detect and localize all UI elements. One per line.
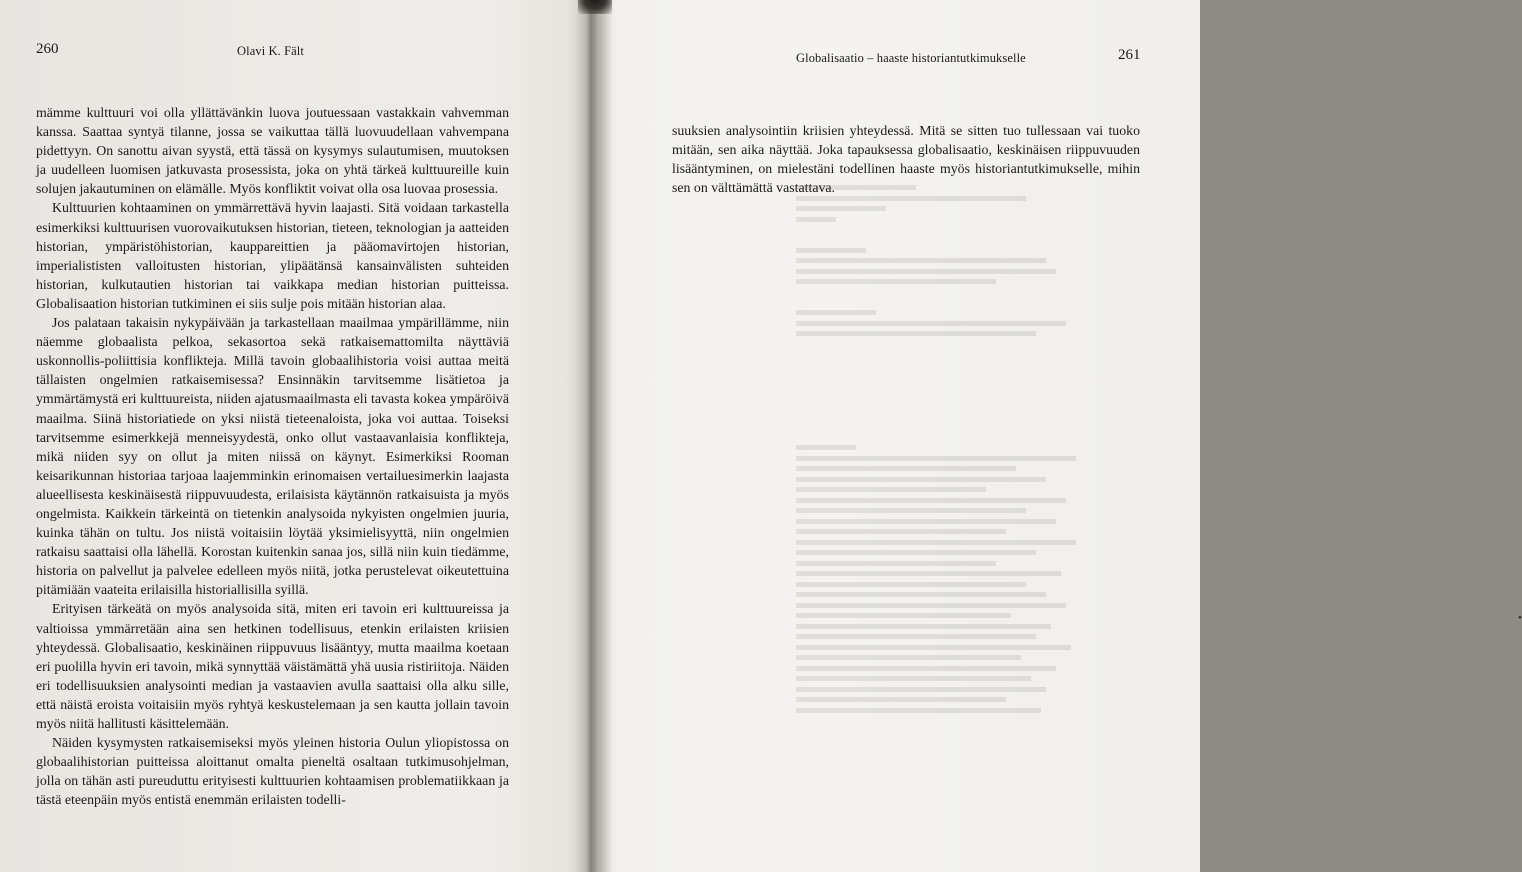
left-page [0,0,590,872]
body-text [672,121,1140,197]
right-page [606,0,1522,872]
stray-ink-mark: • [1518,612,1522,624]
show-through-texture [796,180,1096,440]
page-number: 260 [36,41,59,57]
paragraph: Näiden kysymysten ratkaisemiseksi myös yleinen historia Oulun yliopistossa on globaalihistorian puitteissa aloittanut omalta pieneltä osaltaan tutkimusohjelman, jolla on tähän asti pureuduttu erityisesti kulttuurien kohtaamisen problematiikkaan ja tästä eteenpäin myös entistä enemmän erilaisten todelli- [36,735,509,808]
show-through-texture [796,440,1126,860]
running-head-author: Olavi K. Fält [237,44,304,58]
paragraph: Erityisen tärkeätä on myös analysoida sitä, miten eri tavoin eri kulttuureissa ja valtioissa ymmärretään aina sen hetkinen todellisuus, etenkin erilaisten kriisien yhteydessä. Globalisaatio, keskinäinen riippuvuus lisääntyy, mutta maailma koetaan eri puolilla hyvin eri tavoin, mikä synnyttää väistämättä yhä uusia ristiriitoja. Näiden eri todellisuuksien analysointi median ja vastaavien avulla saattaisi olla alku sille, että näistä eroista voitaisiin myös ryhtyä keskustelemaan ja sen kautta jollain tavoin myös niitä hallitusti käsittelemään. [36,601,509,731]
paragraph: mämme kulttuuri voi olla yllättävänkin luova joutuessaan vastakkain vahvemman kanssa. Saattaa syntyä tilanne, jossa se vaikuttaa tällä luovuudellaan vahvempana pidettyyn. On sanottu aivan syystä, että tässä on kysymys sulautumisen, muutoksen ja uudelleen luomisen jatkuvasta prosessista, joka on yhtä tärkeä kulttuureille kuin solujen jakautuminen on elämälle. Myös konfliktit voivat olla osa luovaa prosessia. [36,105,509,197]
running-head-title: Globalisaatio – haaste historiantutkimukselle [796,51,1026,65]
paragraph: suuksien analysointiin kriisien yhteydessä. Mitä se sitten tuo tullessaan vai tuoko mitään, sen aika näyttää. Joka tapauksessa globalisaatio, keskinäisen riippuvuuden lisääntyminen, on mielestäni todellinen haaste myös historiantutkimukselle, mihin sen on välttämättä vastattava. [672,123,1140,196]
page-number: 261 [1118,47,1141,63]
paragraph: Jos palataan takaisin nykypäivään ja tarkastellaan maailmaa ympärillämme, niin näemme globaalista pelkoa, sekasortoa sekä ratkaisemattomilta näyttäviä uskonnollis-poliittisia konflikteja. Millä tavoin globaalihistoria voisi auttaa meitä tällaisten ongelmien ratkaisemisessa? Ensinnäkin tarvitsemme lisätietoa ja ymmärtämystä eri kulttuureista, niiden ajatusmaailmasta eli tavasta kokea ympäröivä maailma. Siinä historiatiede on yksi niistä tieteenaloista, joka voi auttaa. Toiseksi tarvitsemme esimerkkejä menneisyydestä, onko ollut vastaavanlaisia konflikteja, mikä niiden syy on ollut ja miten niissä on käynyt. Esimerkiksi Rooman keisarikunnan historiaa tarjoaa laajemminkin erinomaisen vertailuesimerkin laajasta alueellisesta keskinäisestä riippuvuudesta, erilaisista käytännön ratkaisuista ja myös ongelmista. Kaikkein tärkeintä on tietenkin analysoida nykyisten ongelmien juuria, kuinka tähän on tultu. Jos niistä voitaisiin löytää yksimielisyyttä, niin ongelmien ratkaisu saattaisi olla lähellä. Korostan kuitenkin sanaa jos, sillä niin kuin tiedämme, historia on palvellut ja palvelee edelleen myös niitä, jotka perustelevat oikeutettuina pitämiään vaateita erilaisilla historiallisilla syillä. [36,315,509,598]
body-text [36,103,509,809]
paragraph: Kulttuurien kohtaaminen on ymmärrettävä hyvin laajasti. Sitä voidaan tarkastella esimerkiksi kulttuurisen vuorovaikutuksen historian, tieteen, teknologian ja aatteiden historian, ympäristöhistorian, kauppareittien ja pääomavirtojen historian, imperialististen valloitusten historian, ylipäätänsä kansainvälisten suhteiden historian, kulkutautien historian tai vaikkapa median historian puitteissa. Globalisaation historian tutkiminen ei siis sulje pois mitään historian alaa. [36,200,509,311]
